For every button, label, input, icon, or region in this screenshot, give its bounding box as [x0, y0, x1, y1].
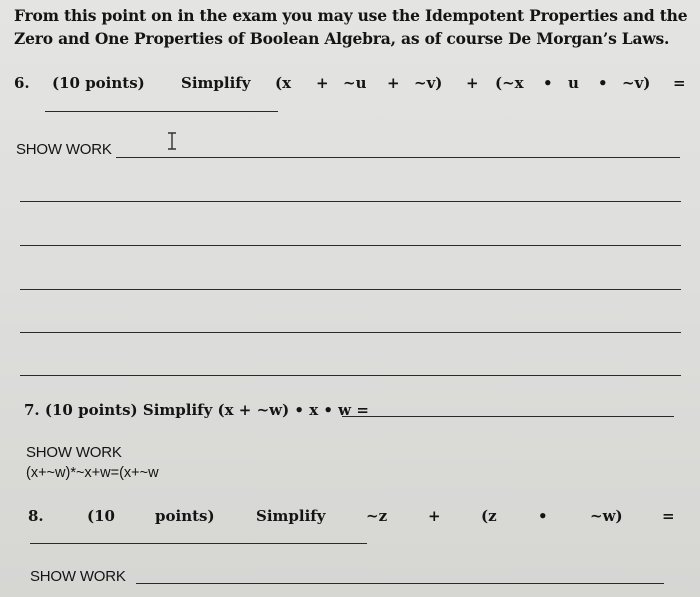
- q8-answer-line[interactable]: [30, 543, 367, 544]
- q8-term: ~z: [366, 507, 388, 525]
- q8-verb: Simplify: [256, 507, 326, 525]
- q6-term: ~v): [414, 74, 443, 92]
- text-cursor-icon: [166, 132, 178, 154]
- q8-work-line[interactable]: [136, 583, 664, 584]
- q6-op: +: [316, 74, 329, 92]
- q6-number: 6.: [14, 74, 30, 92]
- q8-equals: =: [662, 507, 675, 525]
- q8-term: ~w): [590, 507, 623, 525]
- q6-verb: Simplify: [181, 74, 251, 92]
- q8-points-close: points): [155, 507, 215, 525]
- intro-line-2: Zero and One Properties of Boolean Algebra, as of course De Morgan’s Laws.: [14, 29, 670, 48]
- q8-op: •: [538, 507, 548, 525]
- q6-term: u: [568, 74, 579, 92]
- q6-points: (10 points): [52, 74, 145, 92]
- q6-work-line[interactable]: [20, 375, 681, 376]
- q6-op: •: [598, 74, 608, 92]
- q7-student-answer[interactable]: (x+~w)*~x+w=(x+~w: [26, 465, 159, 481]
- q7-answer-line[interactable]: [342, 416, 674, 417]
- q6-term: ~v): [622, 74, 651, 92]
- q6-op: +: [466, 74, 479, 92]
- q6-op: +: [387, 74, 400, 92]
- q6-work-line[interactable]: [20, 201, 681, 202]
- q6-term: (~x: [495, 74, 524, 92]
- q8-term: (z: [481, 507, 497, 525]
- q6-show-work-label: SHOW WORK: [16, 141, 112, 158]
- q8-points-open: (10: [87, 507, 115, 525]
- q7-prompt: 7. (10 points) Simplify (x + ~w) • x • w =: [24, 401, 369, 419]
- q6-answer-line[interactable]: [45, 111, 278, 112]
- q8-number: 8.: [28, 507, 44, 525]
- q8-op: +: [428, 507, 441, 525]
- q8-show-work-label: SHOW WORK: [30, 568, 126, 585]
- intro-line-1: From this point on in the exam you may use the Idempotent Properties and the: [14, 6, 688, 25]
- q6-work-line[interactable]: [20, 245, 681, 246]
- q6-work-line[interactable]: [20, 289, 681, 290]
- q6-work-line[interactable]: [20, 332, 681, 333]
- q6-op: •: [543, 74, 553, 92]
- q6-term: (x: [275, 74, 292, 92]
- q6-equals: =: [673, 74, 686, 92]
- q6-work-line[interactable]: [116, 157, 680, 158]
- q6-term: ~u: [343, 74, 367, 92]
- q7-show-work-label: SHOW WORK: [26, 444, 122, 461]
